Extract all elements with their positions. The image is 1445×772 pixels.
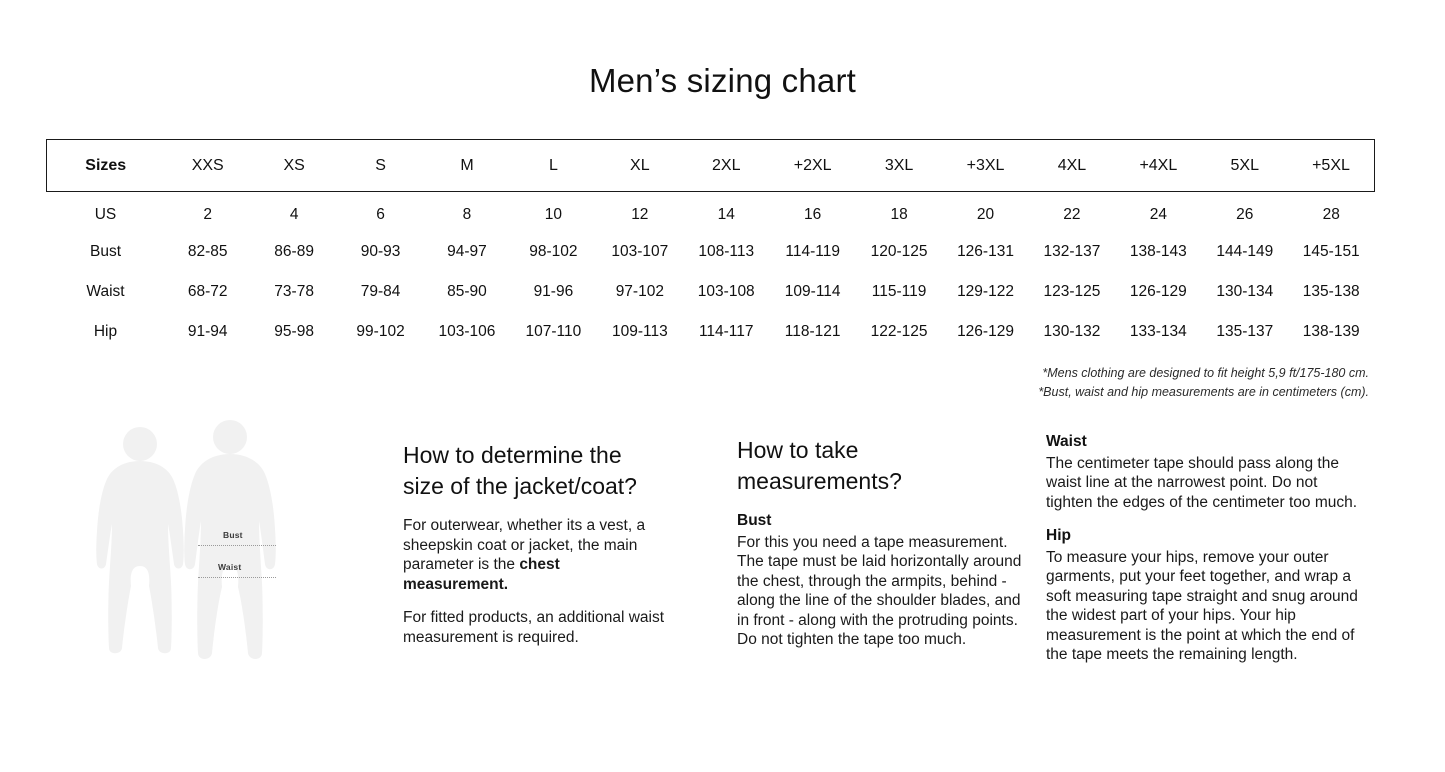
table-cell: 138-139 [1302,322,1360,340]
table-cell: 114-119 [785,242,840,260]
table-cell: 130-134 [1216,282,1274,300]
table-cell: 16 [804,205,822,223]
table-cell: 135-137 [1216,322,1274,340]
table-header-cell: +2XL [769,140,855,192]
table-cell: 126-129 [957,322,1014,340]
table-cell: 6 [376,205,385,223]
table-cell: 18 [890,205,908,223]
table-cell: 126-131 [957,242,1014,260]
table-cell: 68-72 [187,282,228,300]
row-label-hip: Hip [93,322,118,340]
column-a-heading: How to determine the size of the jacket/coat? [403,442,637,499]
column-jacket-size [403,440,665,647]
table-cell: 26 [1236,205,1254,223]
table-cell: 126-129 [1129,282,1187,300]
table-header-cell: 5XL [1202,140,1288,192]
table-header-cell: S [337,140,423,192]
table-cell: 82-85 [187,242,228,260]
waist-section-title: Waist [1046,433,1087,450]
table-cell: 103-106 [438,322,496,340]
table-header-cell: 3XL [856,140,942,192]
column-waist-hip [1046,432,1366,665]
table-cell: 2 [203,205,213,223]
bust-section-text: For this you need a tape measurement. The tape must be laid horizontally around the chest, through the armpits, behind - along the line of the shoulder blades, and in front - along with the protruding points. Do not tighten the tape too much. [737,533,1022,648]
table-cell: 85-90 [447,282,487,300]
table-cell: 123-125 [1043,282,1101,300]
table-cell: 109-113 [611,322,668,340]
column-a-paragraph-2: For fitted products, an additional waist measurement is required. [403,609,665,646]
table-cell: 8 [462,205,472,223]
table-cell: 90-93 [360,242,401,260]
row-label-bust: Bust [89,242,121,260]
table-row [47,232,1375,272]
table-cell: 79-84 [360,282,401,300]
table-cell: 130-132 [1043,322,1101,340]
table-footnotes [1038,364,1369,402]
table-cell: 91-94 [187,322,228,340]
table-cell: 115-119 [871,282,927,300]
table-cell: 107-110 [525,322,582,340]
page-title: Men’s sizing chart [588,62,857,99]
silhouette-graphic [66,420,366,710]
column-a-text-lead: For outerwear, whether its a vest, a sheepskin coat or jacket, the main parameter is the [403,517,646,573]
table-cell: 138-143 [1129,242,1187,260]
table-header-cell: +5XL [1288,140,1375,192]
column-a-paragraph-1 [403,516,665,594]
table-cell: 133-134 [1129,322,1187,340]
table-cell: 28 [1322,205,1340,223]
table-cell: 135-138 [1302,282,1360,300]
table-cell: 4 [289,205,299,223]
column-how-to-measure [737,435,1022,650]
table-cell: 10 [544,205,563,223]
table-header-cell: 4XL [1029,140,1115,192]
table-header-cell: M [424,140,510,192]
table-cell: 95-98 [274,322,314,340]
table-cell: 120-125 [870,242,928,260]
table-cell: 129-122 [957,282,1014,300]
table-cell: 132-137 [1043,242,1101,260]
footnote-height: *Mens clothing are designed to fit height 5,9 ft/175-180 cm. [1042,366,1369,380]
table-cell: 94-97 [447,242,487,260]
silhouette-back [96,427,184,653]
table-row [47,192,1375,232]
table-cell: 97-102 [615,282,664,300]
hip-section-title: Hip [1046,527,1071,544]
table-cell: 14 [717,205,735,223]
bust-section-title: Bust [737,512,772,529]
waist-section-text: The centimeter tape should pass along the waist line at the narrowest point. Do not tighten the edges of the centimeter too much. [1046,454,1358,511]
hip-section-text: To measure your hips, remove your outer garments, put your feet together, and wrap a soft measuring tape straight and snug around the widest part of your hips. Your hip measurement is the point at which the end of the tape meets the remaining length. [1046,548,1358,663]
table-header-sizes: Sizes [47,140,165,192]
table-cell: 73-78 [274,282,314,300]
table-row [47,312,1375,352]
table-cell: 108-113 [698,242,755,260]
table-cell: 20 [976,205,995,223]
table-cell: 109-114 [784,282,841,300]
bust-figure-label: Bust [223,530,243,540]
table-cell: 114-117 [698,322,754,340]
table-cell: 24 [1149,205,1167,223]
table-cell: 144-149 [1216,242,1274,260]
table-header-row [47,140,1375,192]
table-cell: 103-108 [697,282,755,300]
table-cell: 118-121 [784,322,841,340]
table-header-cell: XL [597,140,683,192]
table-cell: 103-107 [611,242,669,260]
table-header-cell: XS [251,140,337,192]
row-label-us: US [94,205,117,223]
table-header-cell: 2XL [683,140,769,192]
bust-measure-line [198,545,276,546]
table-row [47,272,1375,312]
table-header-cell: +4XL [1115,140,1201,192]
table-cell: 99-102 [356,322,405,340]
table-cell: 145-151 [1302,242,1360,260]
row-label-waist: Waist [86,282,125,300]
sizing-table [46,139,1375,352]
column-a-text-bold: chest measurement. [403,556,560,593]
waist-figure-label: Waist [218,562,242,572]
sizing-table-container [46,139,1375,352]
table-cell: 22 [1063,205,1081,223]
table-header-cell: L [510,140,596,192]
table-cell: 91-96 [533,282,574,300]
table-header-cell: XXS [165,140,251,192]
table-cell: 86-89 [274,242,314,260]
table-header-cell: +3XL [942,140,1028,192]
footnote-units: *Bust, waist and hip measurements are in centimeters (cm). [1038,385,1369,399]
table-cell: 12 [631,205,649,223]
column-b-heading: How to take measurements? [737,437,902,494]
table-cell: 98-102 [529,242,578,260]
table-cell: 122-125 [870,322,928,340]
waist-measure-line [198,577,276,578]
body-silhouette-figure [66,420,366,710]
